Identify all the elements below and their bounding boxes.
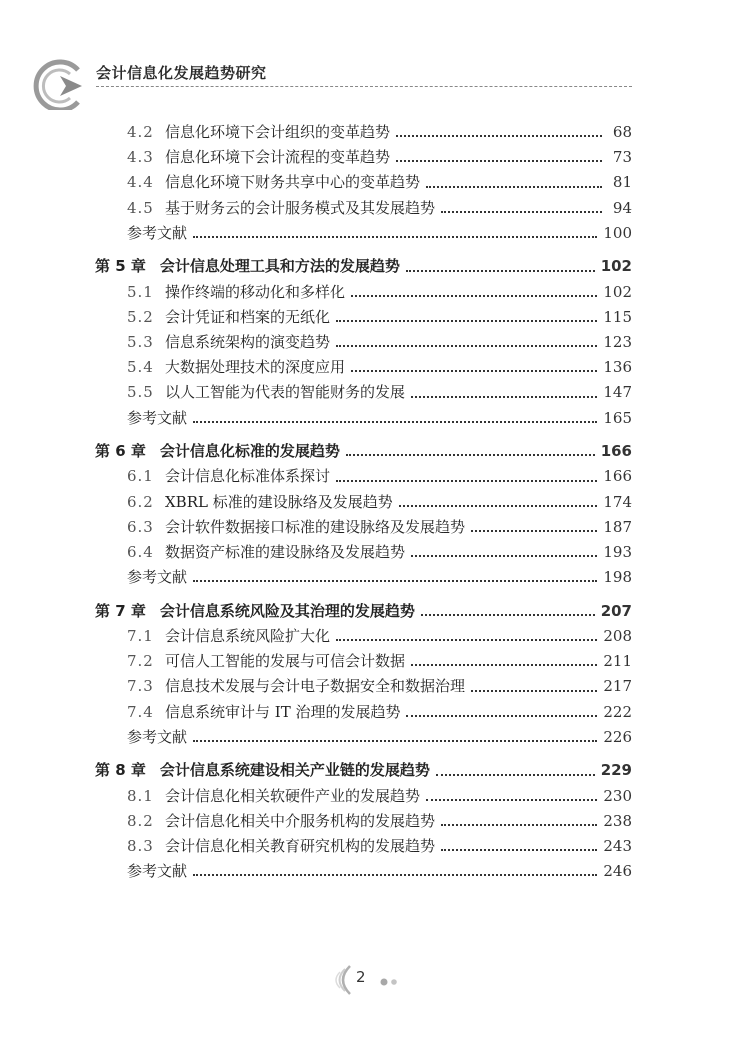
dot-leader [346, 454, 595, 456]
toc-entry-title: 会计凭证和档案的无纸化 [165, 307, 331, 326]
toc-section-row[interactable] [95, 305, 632, 330]
dot-leader [193, 874, 597, 876]
dot-leader [471, 690, 597, 692]
dot-leader [406, 270, 595, 272]
toc-entry-title: 会计信息化相关教育研究机构的发展趋势 [165, 837, 436, 856]
chapter-number: 第 6 章 [95, 442, 146, 461]
page-ornament-icon [330, 960, 420, 1000]
toc-chapter-row[interactable] [95, 439, 632, 464]
toc-entry-title: 参考文献 [127, 568, 188, 587]
toc-entry-title: 大数据处理技术的深度应用 [165, 358, 346, 377]
toc-references-row[interactable] [95, 406, 632, 431]
toc-page-number: 217 [603, 677, 632, 696]
toc-chapter-row[interactable] [95, 254, 632, 279]
toc-entry-title: 会计信息处理工具和方法的发展趋势 [159, 257, 400, 276]
toc-entry-title: XBRL 标准的建设脉络及发展趋势 [165, 492, 393, 511]
toc-section-row[interactable] [95, 490, 632, 515]
section-number: 8.3 [127, 837, 154, 856]
toc-page-number: 94 [612, 198, 632, 217]
toc-entry-title: 参考文献 [127, 727, 188, 746]
toc-page-number: 229 [600, 761, 632, 780]
toc-entry-title: 信息化环境下会计组织的变革趋势 [165, 122, 391, 141]
section-number: 7.1 [127, 627, 154, 646]
table-of-contents [95, 120, 632, 884]
section-number: 6.3 [127, 517, 154, 536]
toc-references-row[interactable] [95, 221, 632, 246]
toc-section-row[interactable] [95, 280, 632, 305]
dot-leader [426, 186, 602, 188]
toc-chapter-row[interactable] [95, 759, 632, 784]
dot-leader [193, 740, 597, 742]
toc-chapter-row[interactable] [95, 599, 632, 624]
toc-section-row[interactable] [95, 624, 632, 649]
toc-page-number: 211 [603, 652, 632, 671]
toc-entry-title: 会计信息化相关软硬件产业的发展趋势 [165, 786, 421, 805]
dot-leader [441, 824, 597, 826]
dot-leader [193, 580, 597, 582]
dot-leader [336, 480, 597, 482]
toc-section-row[interactable] [95, 120, 632, 145]
page-header [0, 0, 750, 110]
toc-entry-title: 会计信息系统建设相关产业链的发展趋势 [159, 761, 430, 780]
toc-section-row[interactable] [95, 464, 632, 489]
section-number: 5.3 [127, 332, 154, 351]
dot-leader [336, 639, 597, 641]
dot-leader [351, 370, 597, 372]
section-number: 5.1 [127, 282, 154, 301]
dot-leader [406, 715, 597, 717]
book-title: 会计信息化发展趋势研究 [96, 64, 267, 82]
toc-entry-title: 信息系统架构的演变趋势 [165, 332, 331, 351]
toc-page-number: 198 [603, 568, 632, 587]
book-logo-icon [0, 0, 100, 110]
toc-section-row[interactable] [95, 540, 632, 565]
dot-leader [441, 849, 597, 851]
dot-leader [336, 345, 597, 347]
section-number: 6.2 [127, 492, 154, 511]
dot-leader [193, 421, 597, 423]
toc-page-number: 174 [603, 492, 632, 511]
section-number: 5.4 [127, 358, 154, 377]
chapter-number: 第 8 章 [95, 761, 146, 780]
header-divider [96, 86, 632, 87]
chapter-number: 第 5 章 [95, 257, 146, 276]
toc-page-number: 166 [603, 467, 632, 486]
chapter-number: 第 7 章 [95, 601, 146, 620]
page-number: 2 [356, 968, 366, 986]
toc-section-row[interactable] [95, 170, 632, 195]
toc-entry-title: 会计信息系统风险及其治理的发展趋势 [159, 601, 415, 620]
toc-page-number: 136 [603, 358, 632, 377]
toc-section-row[interactable] [95, 674, 632, 699]
toc-entry-title: 数据资产标准的建设脉络及发展趋势 [165, 542, 406, 561]
toc-page-number: 100 [603, 223, 632, 242]
dot-leader [396, 135, 602, 137]
toc-entry-title: 参考文献 [127, 862, 188, 881]
toc-page-number: 187 [603, 517, 632, 536]
toc-entry-title: 参考文献 [127, 408, 188, 427]
section-number: 6.1 [127, 467, 154, 486]
toc-page-number: 73 [612, 148, 632, 167]
toc-page-number: 115 [603, 307, 632, 326]
toc-entry-title: 会计信息化相关中介服务机构的发展趋势 [165, 811, 436, 830]
toc-entry-title: 可信人工智能的发展与可信会计数据 [165, 652, 406, 671]
page-footer [330, 960, 420, 1000]
toc-page-number: 123 [603, 332, 632, 351]
dot-leader [351, 295, 597, 297]
dot-leader [193, 236, 597, 238]
toc-entry-title: 参考文献 [127, 223, 188, 242]
toc-section-row[interactable] [95, 515, 632, 540]
toc-section-row[interactable] [95, 330, 632, 355]
toc-page-number: 165 [603, 408, 632, 427]
toc-references-row[interactable] [95, 725, 632, 750]
dot-leader [411, 555, 597, 557]
dot-leader [411, 664, 597, 666]
dot-leader [421, 614, 595, 616]
toc-section-row[interactable] [95, 145, 632, 170]
toc-page-number: 230 [603, 786, 632, 805]
toc-page-number: 81 [612, 173, 632, 192]
toc-page-number: 102 [603, 282, 632, 301]
section-number: 8.2 [127, 811, 154, 830]
toc-entry-title: 信息系统审计与 IT 治理的发展趋势 [165, 702, 401, 721]
toc-page-number: 102 [600, 257, 632, 276]
toc-section-row[interactable] [95, 196, 632, 221]
dot-leader [411, 396, 597, 398]
toc-references-row[interactable] [95, 859, 632, 884]
toc-page-number: 222 [603, 702, 632, 721]
toc-page-number: 68 [612, 122, 632, 141]
toc-entry-title: 基于财务云的会计服务模式及其发展趋势 [165, 198, 436, 217]
toc-page-number: 147 [603, 383, 632, 402]
dot-leader [336, 320, 597, 322]
section-number: 5.2 [127, 307, 154, 326]
toc-page-number: 166 [600, 442, 632, 461]
dot-leader [436, 774, 595, 776]
toc-entry-title: 信息化环境下财务共享中心的变革趋势 [165, 173, 421, 192]
toc-section-row[interactable] [95, 380, 632, 405]
dot-leader [426, 799, 597, 801]
toc-section-row[interactable] [95, 649, 632, 674]
section-number: 4.4 [127, 173, 154, 192]
section-number: 6.4 [127, 542, 154, 561]
dot-leader [441, 211, 602, 213]
dot-leader [399, 505, 598, 507]
toc-section-row[interactable] [95, 784, 632, 809]
toc-page-number: 208 [603, 627, 632, 646]
toc-page-number: 238 [603, 811, 632, 830]
toc-entry-title: 会计信息化标准的发展趋势 [159, 442, 340, 461]
toc-section-row[interactable] [95, 809, 632, 834]
section-number: 7.3 [127, 677, 154, 696]
toc-entry-title: 操作终端的移动化和多样化 [165, 282, 346, 301]
dot-leader [471, 530, 597, 532]
toc-entry-title: 以人工智能为代表的智能财务的发展 [165, 383, 406, 402]
toc-section-row[interactable] [95, 355, 632, 380]
section-number: 4.2 [127, 122, 154, 141]
section-number: 8.1 [127, 786, 154, 805]
section-number: 7.2 [127, 652, 154, 671]
toc-page-number: 243 [603, 837, 632, 856]
toc-references-row[interactable] [95, 565, 632, 590]
section-number: 7.4 [127, 702, 154, 721]
toc-page-number: 246 [603, 862, 632, 881]
toc-entry-title: 会计软件数据接口标准的建设脉络及发展趋势 [165, 517, 466, 536]
toc-entry-title: 会计信息系统风险扩大化 [165, 627, 331, 646]
toc-page-number: 193 [603, 542, 632, 561]
dot-leader [396, 160, 602, 162]
toc-entry-title: 会计信息化标准体系探讨 [165, 467, 331, 486]
toc-page-number: 226 [603, 727, 632, 746]
toc-section-row[interactable] [95, 834, 632, 859]
toc-page-number: 207 [600, 601, 632, 620]
toc-entry-title: 信息技术发展与会计电子数据安全和数据治理 [165, 677, 466, 696]
section-number: 5.5 [127, 383, 154, 402]
section-number: 4.3 [127, 148, 154, 167]
toc-section-row[interactable] [95, 700, 632, 725]
toc-entry-title: 信息化环境下会计流程的变革趋势 [165, 148, 391, 167]
section-number: 4.5 [127, 198, 154, 217]
